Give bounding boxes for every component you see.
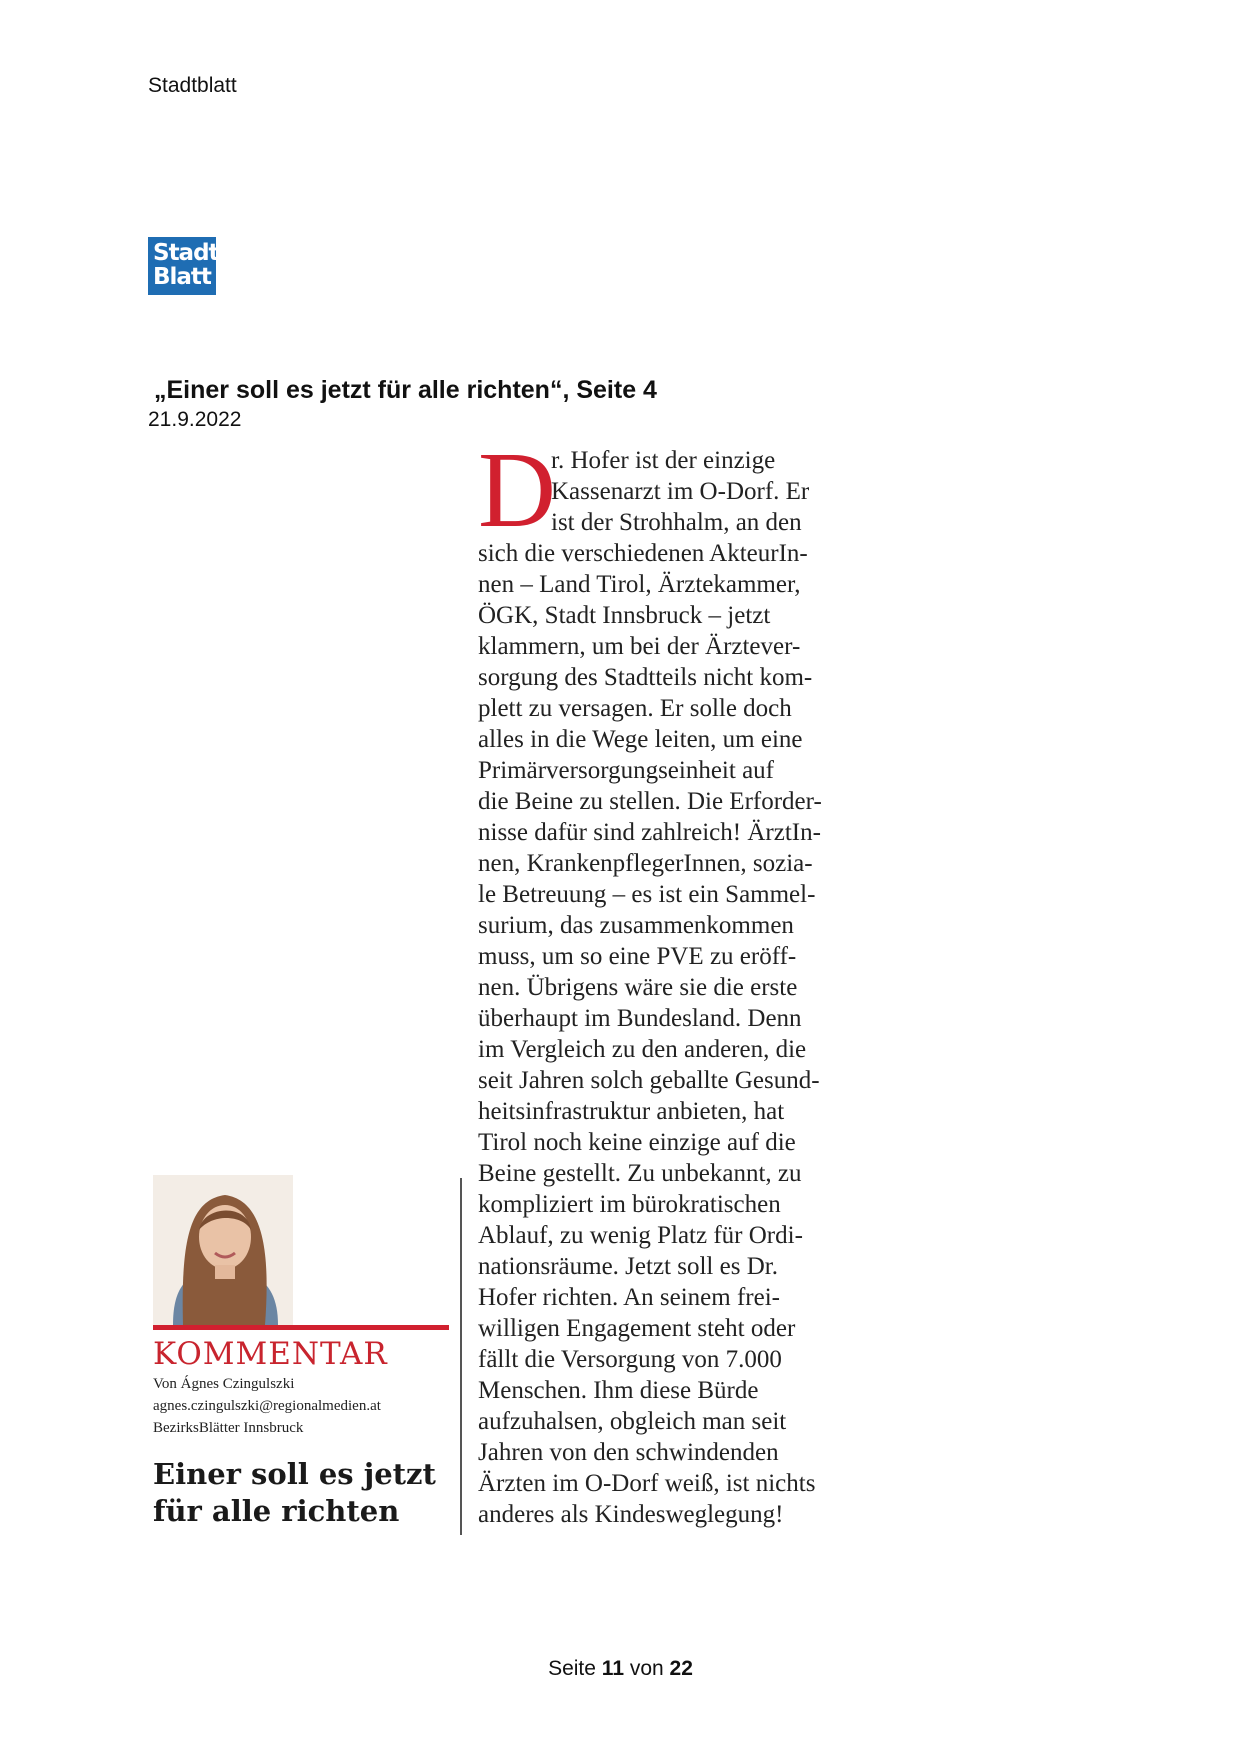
article-body-line: Tirol noch keine einzige auf die xyxy=(478,1129,796,1156)
current-page-number: 11 xyxy=(601,1657,624,1680)
section-divider-line xyxy=(153,1325,449,1330)
article-body-line: Menschen. Ihm diese Bürde xyxy=(478,1377,759,1404)
article-body-line: überhaupt im Bundesland. Denn xyxy=(478,1005,802,1032)
article-body-line: ist der Strohhalm, an den xyxy=(551,509,802,536)
article-body-line: willigen Engagement steht oder xyxy=(478,1315,796,1342)
article-body-line: heitsinfrastruktur anbieten, hat xyxy=(478,1098,785,1125)
article-body-line: anderes als Kindesweglegung! xyxy=(478,1501,784,1528)
article-body-line: sorgung des Stadtteils nicht kom- xyxy=(478,664,813,691)
page-footer xyxy=(0,1657,1241,1681)
article-body-line: die Beine zu stellen. Die Erforder- xyxy=(478,788,822,815)
article-body-line: aufzuhalsen, obgleich man seit xyxy=(478,1408,787,1435)
total-pages: 22 xyxy=(669,1657,693,1680)
article-body-line: nen – Land Tirol, Ärztekammer, xyxy=(478,571,801,598)
byline-outlet: BezirksBlätter Innsbruck xyxy=(153,1420,304,1436)
article-body-line: alles in die Wege leiten, um eine xyxy=(478,726,803,753)
article-body-line: nisse dafür sind zahlreich! ÄrztIn- xyxy=(478,819,821,846)
logo-line-1: Stadt xyxy=(153,240,219,266)
article-date: 21.9.2022 xyxy=(148,408,242,431)
comment-headline xyxy=(153,1456,443,1530)
footer-prefix: Seite xyxy=(548,1657,596,1680)
logo-line-2: Blatt xyxy=(153,264,211,290)
article-body-line: plett zu versagen. Er solle doch xyxy=(478,695,792,722)
article-body-line: nationsräume. Jetzt soll es Dr. xyxy=(478,1253,778,1280)
comment-headline-line-2: für alle richten xyxy=(153,1494,400,1528)
article-body-line: surium, das zusammenkommen xyxy=(478,912,794,939)
author-portrait-image xyxy=(153,1175,293,1325)
byline xyxy=(153,1373,381,1439)
byline-author: Von Ágnes Czingulszki xyxy=(153,1376,295,1392)
column-separator xyxy=(460,1178,462,1535)
article-body-line: Primärversorgungseinheit auf xyxy=(478,757,774,784)
drop-cap: D xyxy=(478,431,556,550)
byline-email: agnes.czingulszki@regionalmedien.at xyxy=(153,1398,381,1414)
article-body-line: r. Hofer ist der einzige xyxy=(551,447,776,474)
article-body-line: im Vergleich zu den anderen, die xyxy=(478,1036,807,1063)
article-body-line: nen, KrankenpflegerInnen, sozia- xyxy=(478,850,813,877)
stadtblatt-logo xyxy=(148,237,219,295)
article-title: „Einer soll es jetzt für alle richten“, Seite 4 xyxy=(154,376,657,404)
article-body-line: fällt die Versorgung von 7.000 xyxy=(478,1346,782,1373)
article-body-line: Hofer richten. An seinem frei- xyxy=(478,1284,780,1311)
article-body-line: Jahren von den schwindenden xyxy=(478,1439,779,1466)
article-body-line: Ärzten im O-Dorf weiß, ist nichts xyxy=(478,1470,816,1497)
article-body xyxy=(478,431,878,1530)
footer-middle: von xyxy=(629,1657,664,1680)
article-body-line: seit Jahren solch geballte Gesund- xyxy=(478,1067,820,1094)
article-body-line: nen. Übrigens wäre sie die erste xyxy=(478,974,798,1001)
section-label: KOMMENTAR xyxy=(153,1336,388,1372)
article-body-line: sich die verschiedenen AkteurIn- xyxy=(478,540,808,567)
article-body-line: ÖGK, Stadt Innsbruck – jetzt xyxy=(478,602,771,629)
article-body-line: muss, um so eine PVE zu eröff- xyxy=(478,943,797,970)
article-body-line: kompliziert im bürokratischen xyxy=(478,1191,781,1218)
comment-headline-line-1: Einer soll es jetzt xyxy=(153,1457,436,1491)
article-body-line: Kassenarzt im O-Dorf. Er xyxy=(551,478,810,505)
article-body-line: Ablauf, zu wenig Platz für Ordi- xyxy=(478,1222,803,1249)
article-body-line: le Betreuung – es ist ein Sammel- xyxy=(478,881,816,908)
author-photo xyxy=(153,1175,293,1325)
publication-name: Stadtblatt xyxy=(148,74,237,97)
article-body-line: Beine gestellt. Zu unbekannt, zu xyxy=(478,1160,802,1187)
article-body-line: klammern, um bei der Ärztever- xyxy=(478,633,801,660)
